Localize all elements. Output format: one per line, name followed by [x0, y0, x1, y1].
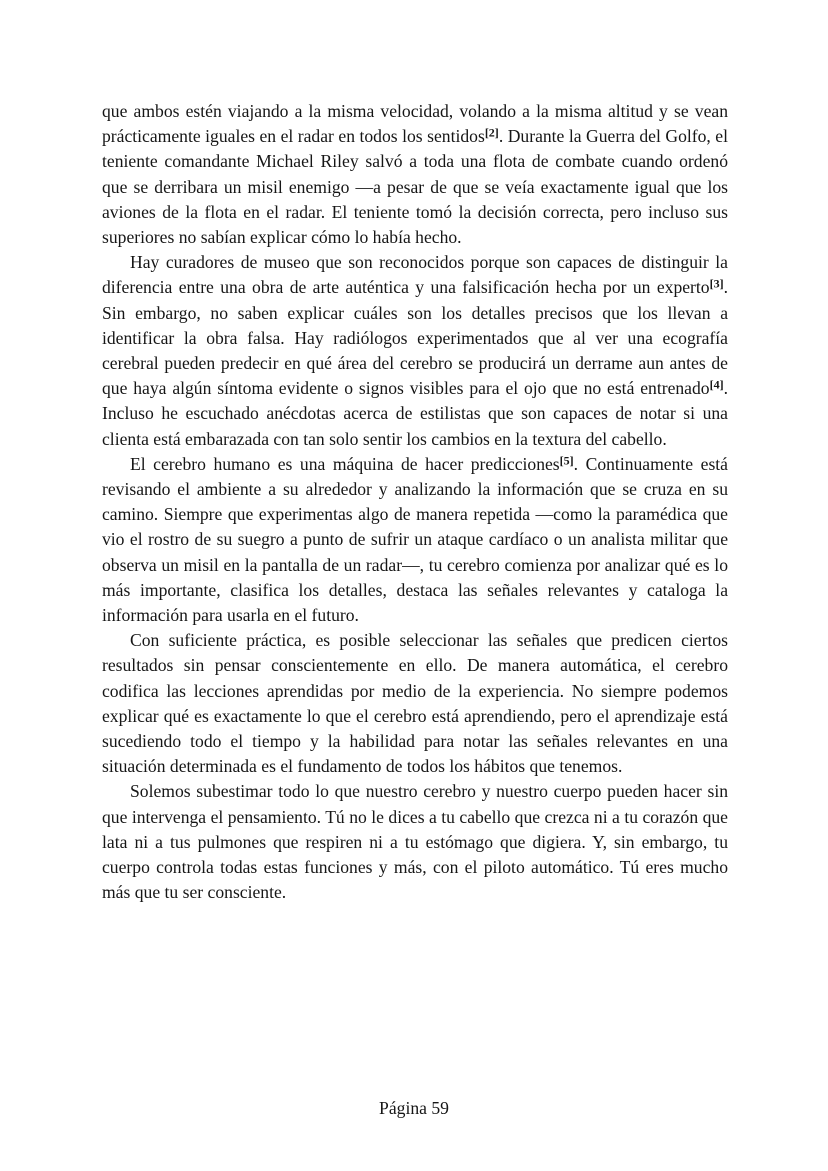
paragraph-text: . Incluso he escuchado anécdotas acerca de estilistas que son capaces de notar si una clienta está embarazada con tan solo sentir los cambios en la textura del cabello.: [102, 378, 728, 449]
paragraph-3: [102, 452, 728, 628]
footnote-reference[interactable]: [4]: [709, 377, 724, 392]
paragraph-text: . Durante la Guerra del Golfo, el teniente comandante Michael Riley salvó a toda una flota de combate cuando ordenó que se derribara un misil enemigo —a pesar de que se veía exactamente igual que los aviones de la flota en el radar. El teniente tomó la decisión correcta, pero incluso sus superiores no sabían explicar cómo lo había hecho.: [102, 126, 729, 248]
paragraph-2: [102, 250, 728, 452]
page-number: Página 59: [379, 1098, 449, 1118]
paragraph-text: . Sin embargo, no saben explicar cuáles son los detalles precisos que los llevan a identificar la obra falsa. Hay radiólogos experimentados que al ver una ecografía cerebral pueden predecir en qué área del cerebro se producirá un derrame aun antes de que haya algún síntoma evidente o signos visibles para el ojo que no está entrenado: [102, 277, 728, 399]
body-text: [102, 99, 728, 906]
paragraph-text: . Continuamente está revisando el ambiente a su alrededor y analizando la información que se cruza en su camino. Siempre que experimentas algo de manera repetida —como la paramédica que vio el rostro de su suegro a punto de sufrir un ataque cardíaco o un analista militar que observa un misil en la pantalla de un radar—, tu cerebro comienza por analizar qué es lo más importante, clasifica los detalles, destaca las señales relevantes y cataloga la información para usarla en el futuro.: [102, 453, 728, 626]
paragraph-4: [102, 628, 728, 779]
footnote-reference[interactable]: [2]: [484, 125, 499, 140]
paragraph-text: Con suficiente práctica, es posible seleccionar las señales que predicen ciertos resultados sin pensar conscientemente en ello. De manera automática, el cerebro codifica las lecciones aprendidas por medio de la experiencia. No siempre podemos explicar qué es exactamente lo que el cerebro está aprendiendo, pero el aprendizaje está sucediendo todo el tiempo y la habilidad para notar las señales relevantes en una situación determinada es el fundamento de todos los hábitos que tenemos.: [102, 630, 728, 777]
paragraph-5: [102, 779, 728, 905]
paragraph-text: Hay curadores de museo que son reconocidos porque son capaces de distinguir la diferencia entre una obra de arte auténtica y una falsificación hecha por un experto: [102, 252, 728, 298]
paragraph-text: El cerebro humano es una máquina de hacer predicciones: [130, 453, 560, 474]
footnote-reference[interactable]: [5]: [559, 453, 574, 468]
paragraph-1: [102, 99, 728, 250]
paragraph-text: Solemos subestimar todo lo que nuestro cerebro y nuestro cuerpo pueden hacer sin que intervenga el pensamiento. Tú no le dices a tu cabello que crezca ni a tu corazón que lata ni a tus pulmones que respiren ni a tu estómago que digiera. Y, sin embargo, tu cuerpo controla todas estas funciones y más, con el piloto automático. Tú eres mucho más que tu ser consciente.: [102, 781, 728, 903]
paragraph-text: que ambos estén viajando a la misma velocidad, volando a la misma altitud y se vean prácticamente iguales en el radar en todos los sentidos: [102, 101, 728, 147]
footnote-reference[interactable]: [3]: [709, 277, 724, 292]
